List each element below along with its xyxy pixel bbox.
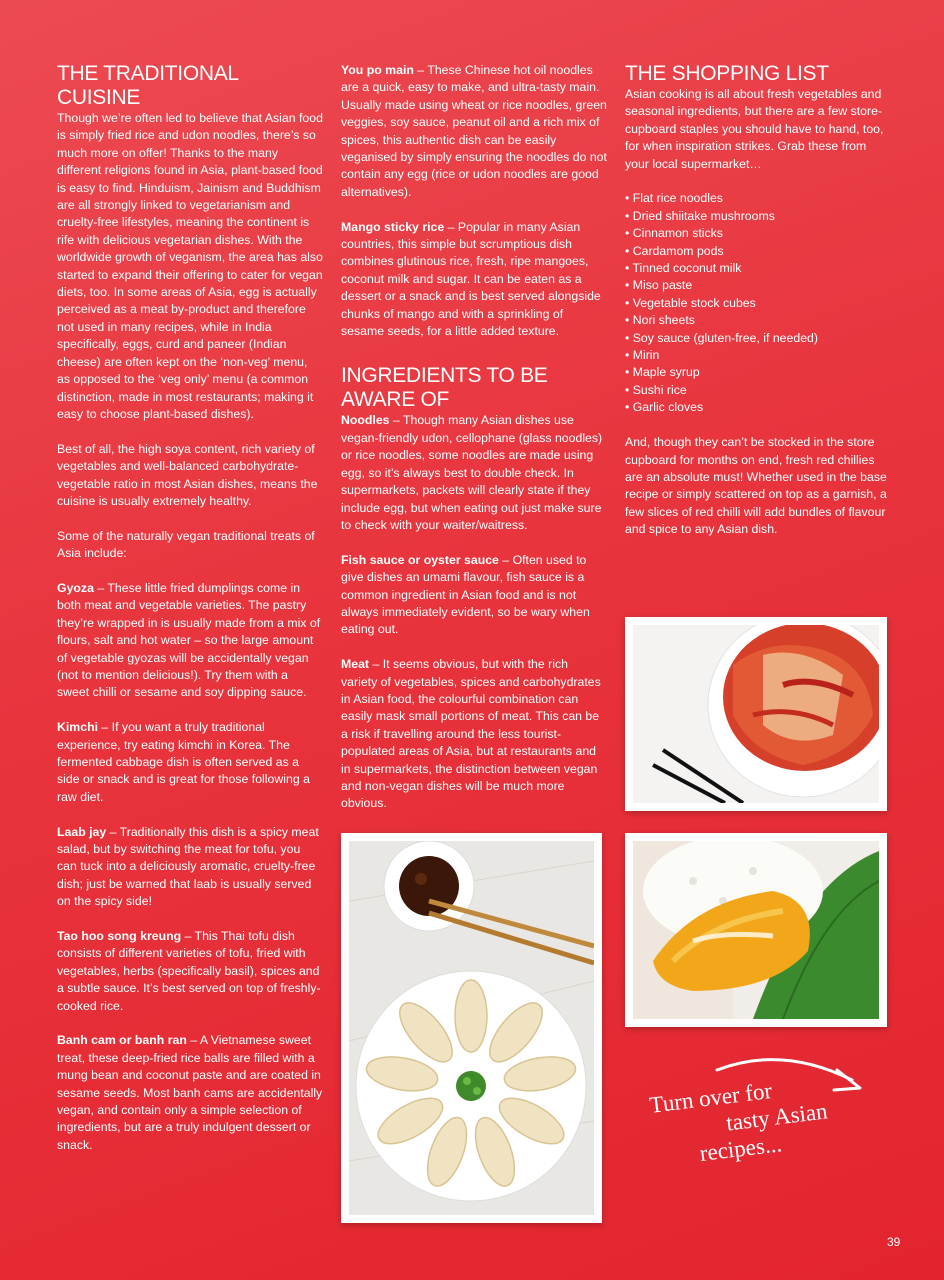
aware-fish-sauce [341,552,607,639]
turn-over-callout [648,1071,832,1173]
dish-mango-sticky-rice [341,219,607,341]
mango-sticky-rice-image [633,841,879,1019]
dish-description: – A Vietnamese sweet treat, these deep-fried rice balls are filled with a mung bean and coconut paste and are coated in sesame seeds. Most banh cams are accidentally vegan, and contain only a simple selection of ingredients, but are a truly indulgent dessert or snack. [57,1033,323,1152]
dish-description: – Popular in many Asian countries, this simple but scrumptious dish combines glutinous rice, fresh, ripe mangoes, coconut milk and sugar. It can be eaten as a dessert or a snack and is best served alongside chunks of mango and with a sprinkling of sesame seeds, for a little added texture. [341,219,601,339]
ingredient-name: Meat [341,657,370,672]
page-number: 39 [887,1235,901,1249]
kimchi-image [633,625,879,803]
dish-gyoza [57,580,323,702]
list-item: • Maple syrup [625,365,700,380]
heading-ingredients-aware: INGREDIENTS TO BE AWARE OF [341,364,548,412]
list-item: • Cardamom pods [625,243,724,258]
treats-intro: Some of the naturally vegan traditional treats of Asia include: [57,528,315,561]
ingredient-name: Fish sauce or oyster sauce [341,552,499,567]
gyoza-image [349,841,594,1215]
list-item: • Cinnamon sticks [625,226,723,241]
dish-tao-hoo [57,928,323,1015]
list-item: • Vegetable stock cubes [625,295,756,310]
ingredient-description: – It seems obvious, but with the rich variety of vegetables, spices and carbohydrates in Asian food, the colourful combination can easily mask small portions of meat. This can be a risk if travelling around the less tourist-populated areas of Asia, but at restaurants and in supermarkets, the distinction between vegan and non-vegan dishes will be much more obvious. [341,657,601,811]
heading-shopping-list: THE SHOPPING LIST [625,62,829,85]
dish-you-po-main [341,62,607,201]
dish-name: You po main [341,63,414,77]
dish-kimchi [57,719,323,806]
callout-line-3: recipes... [698,1131,784,1167]
ingredient-description: – Though many Asian dishes use vegan-friendly udon, cellophane (glass noodles) or rice noodles, some noodles are made using egg, so it’s always best to double check. In supermarkets, packets will clearly state if they include egg, but when eating out just make sure to check with your waiter/waitress. [341,413,603,532]
dish-name: Banh cam or banh ran [57,1033,187,1048]
dish-name: Kimchi [57,720,98,735]
intro-paragraph: Though we’re often led to believe that Asian food is simply fried rice and udon noodles, there’s so much more on offer! Thanks to the many different religions found in Asia, plant-based food is easy to find. Hinduism, Jainism and Buddhism are all strongly linked to vegetarianism and cruelty-free lifestyles, meaning the continent is rife with delicious vegetarian dishes. With the worldwide growth of veganism, the area has also started to expand their offering to cater for vegan diets, too. In some areas of Asia, egg is actually perceived as a meat by-product and therefore not used in many recipes, while in India specifically, eggs, curd and paneer (Indian cheese) are often kept on the ‘non-veg’ menu, as opposed to the ‘veg only’ menu (a common distinction, made in most restaurants; making it easy to choose plant-based dishes). [57,111,323,421]
dish-description: – This Thai tofu dish consists of different varieties of tofu, fried with vegetables, herbs (specifically basil), spices and a subtle sauce. It’s best served on top of freshly-cooked rice. [57,929,321,1013]
shopping-outro: And, though they can’t be stocked in the store cupboard for months on end, fresh red chillies are an absolute must! Whether used in the base recipe or simply scattered on top as a garnish, a few slices of red chilli will add bundles of flavour and spice to any Asian dish. [625,435,887,537]
dish-description: – Traditionally this dish is a spicy meat salad, but by switching the meat for tofu, you can tuck into a deliciously aromatic, cruelty-free dish; just be warned that laab is usually served on the spicy side! [57,824,319,909]
aware-meat [341,656,607,813]
column-traditional-cuisine [57,62,323,1154]
kimchi-photo [625,617,887,811]
dish-name: Tao hoo song kreung [57,929,182,943]
list-item: • Dried shiitake mushrooms [625,208,775,223]
dish-description: – These little fried dumplings come in both meat and vegetable varieties. The pastry they’re wrapped in is usually made from a mix of flours, salt and hot water – so the large amount of vegetable gyozas will be accidentally vegan (not to mention delicious!). Try them with a sweet chilli or sesame and soy dipping sauce. [57,580,321,700]
shopping-intro: Asian cooking is all about fresh vegetables and seasonal ingredients, but there are a few store-cupboard staples you should have to hand, too, for when inspiration strikes. Grab these from your local supermarket… [625,87,884,171]
column-shopping-list [625,62,887,539]
list-item: • Sushi rice [625,382,687,397]
ingredient-name: Noodles [341,413,390,428]
soya-paragraph: Best of all, the high soya content, rich variety of vegetables and well-balanced carbohydrate-vegetable ratio in most Asian dishes, means the cuisine is usually extremely healthy. [57,441,318,508]
dish-name: Laab jay [57,824,107,839]
heading-traditional-cuisine: THE TRADITIONAL CUISINE [57,62,239,109]
callout-line-2: tasty Asian [724,1098,829,1136]
ingredient-description: – Often used to give dishes an umami flavour, fish sauce is a common ingredient in Asian food and is not always immediately evident, so be wary when eating out. [341,552,590,637]
list-item: • Flat rice noodles [625,191,723,206]
column-middle [341,62,607,813]
list-item: • Nori sheets [625,313,695,328]
list-item: • Miso paste [625,278,693,293]
dish-name: Mango sticky rice [341,219,445,234]
dish-name: Gyoza [57,580,94,595]
mango-sticky-rice-photo [625,833,887,1027]
callout-line-1: Turn over for [648,1077,774,1118]
aware-noodles [341,412,607,534]
dish-description: – If you want a truly traditional experience, try eating kimchi in Korea. The fermented cabbage dish is often served as a side or snack and is great for those following a raw diet. [57,720,310,804]
dish-laab-jay [57,824,323,911]
dish-banh-cam [57,1032,323,1154]
gyoza-photo [341,833,602,1223]
dish-description: – These Chinese hot oil noodles are a quick, easy to make, and ultra-tasty main. Usually made using wheat or rice noodles, green veggies, soy sauce, peanut oil and a rich mix of spices, this authentic dish can be easily veganised by simply ensuring the noodles do not contain any egg (rice or udon noodles are good alternatives). [341,63,607,199]
shopping-list [625,190,887,416]
list-item: • Mirin [625,348,660,363]
list-item: • Soy sauce (gluten-free, if needed) [625,330,818,345]
list-item: • Tinned coconut milk [625,261,742,276]
list-item: • Garlic cloves [625,400,704,415]
